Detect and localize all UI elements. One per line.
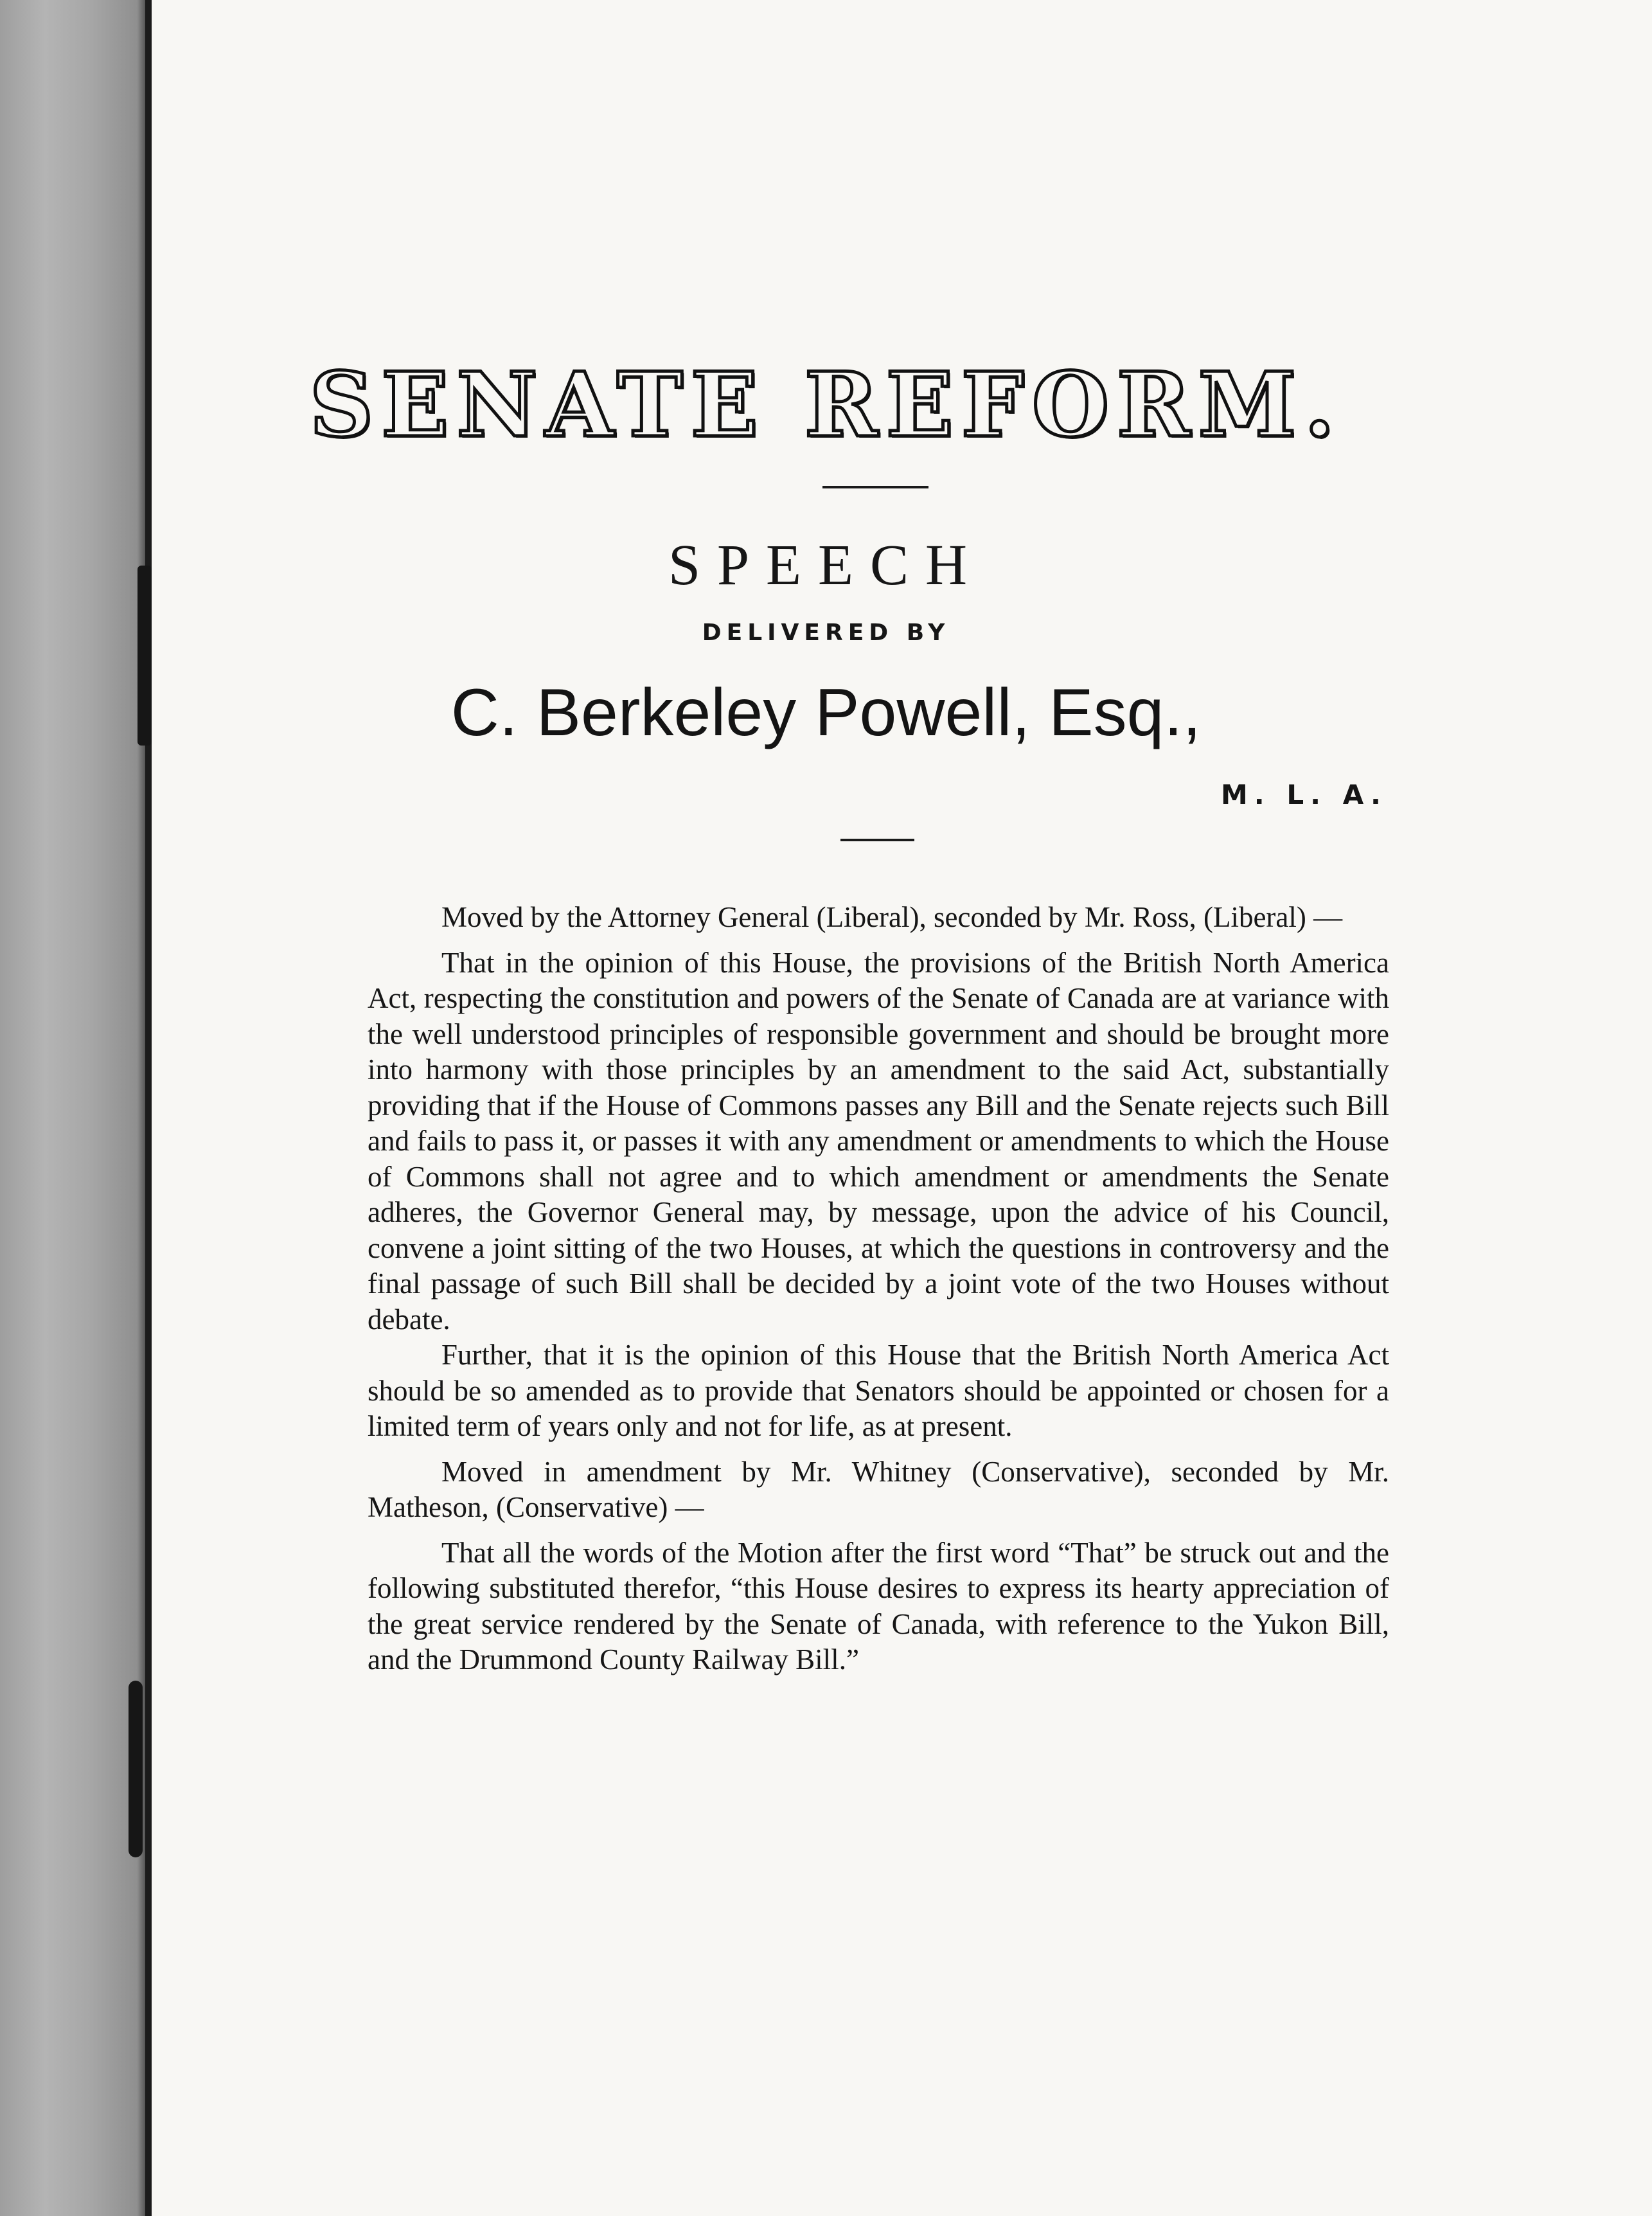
paragraph: Further, that it is the opinion of this House that the British North America Act should be so amended as to provide that Senators should be appointed or chosen for a limited term of years only and not for life, as at present.	[368, 1339, 1389, 1442]
speaker-name: C. Berkeley Powell, Esq.,	[450, 675, 1202, 750]
subtitle: SPEECH	[668, 533, 984, 597]
delivered-by-label: DELIVERED BY	[702, 620, 950, 646]
binding-edge	[145, 0, 152, 2216]
body-text	[368, 900, 1389, 1678]
title-divider	[822, 486, 928, 488]
binding-strip	[0, 0, 149, 2216]
speaker-credential: M. L. A.	[1221, 779, 1387, 810]
binding-stitch	[129, 1681, 143, 1857]
paragraph: Moved by the Attorney General (Liberal), seconded by Mr. Ross, (Liberal) —	[441, 901, 1343, 933]
paragraph: That all the words of the Motion after the first word “That” be struck out and the following substituted therefor, “this House desires to express its hearty appreciation of the great service rendered by the Senate of Canada, with reference to the Yukon Bill, and the Drummond County Railway Bill.”	[368, 1536, 1389, 1675]
paragraph: That in the opinion of this House, the provisions of the British North America Act, respecting the constitution and powers of the Senate of Canada are at variance with the well understood principles of responsible government and should be brought more into harmony with those principles by an amendment to the said Act, substantially providing that if the House of Commons passes any Bill and the Senate rejects such Bill and fails to pass it, or passes it with any amendment or amendments to which the House of Commons shall not agree and to which amendment or amendments the Senate adheres, the Governor General may, by message, upon the advice of his Council, convene a joint sitting of the two Houses, at which the questions in controversy and the final passage of such Bill shall be decided by a joint vote of the two Houses without debate.	[368, 946, 1389, 1336]
document-title: SENATE REFORM.	[309, 352, 1343, 457]
paragraph: Moved in amendment by Mr. Whitney (Conservative), seconded by Mr. Matheson, (Conservative) —	[368, 1455, 1389, 1523]
header-divider	[840, 839, 914, 841]
